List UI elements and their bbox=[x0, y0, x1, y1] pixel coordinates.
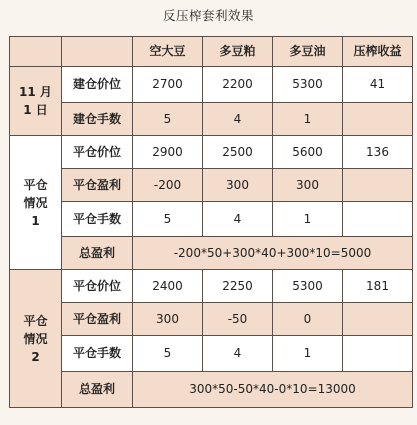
cell-value: 4 bbox=[203, 336, 273, 372]
cell-value: 136 bbox=[343, 136, 413, 169]
row-label: 平仓价位 bbox=[62, 136, 133, 169]
table-row bbox=[10, 136, 413, 169]
cell-value: 181 bbox=[343, 270, 413, 303]
group-label-close2 bbox=[10, 270, 62, 408]
cell-value: 2700 bbox=[133, 67, 203, 103]
row-label: 平仓手数 bbox=[62, 336, 133, 372]
cell-value: 1 bbox=[273, 202, 343, 237]
cell-value: 5300 bbox=[273, 67, 343, 103]
arbitrage-table bbox=[9, 36, 413, 408]
table-row bbox=[10, 67, 413, 103]
cell-value: 2400 bbox=[133, 270, 203, 303]
total-label: 总盈利 bbox=[62, 372, 133, 408]
table-row bbox=[10, 336, 413, 372]
group-label-close1 bbox=[10, 136, 62, 270]
table-row bbox=[10, 202, 413, 237]
total-formula: 300*50-50*40-0*10=13000 bbox=[133, 372, 413, 408]
cell-value bbox=[343, 202, 413, 237]
group-label-line: 11 月 bbox=[19, 85, 52, 99]
cell-value: 2250 bbox=[203, 270, 273, 303]
header-short-soybean: 空大豆 bbox=[133, 37, 203, 67]
cell-value bbox=[343, 336, 413, 372]
cell-value: 4 bbox=[203, 103, 273, 136]
table-row bbox=[10, 270, 413, 303]
cell-value: 1 bbox=[273, 336, 343, 372]
table-row bbox=[10, 103, 413, 136]
group-label-line: 平仓 bbox=[23, 177, 48, 192]
header-long-soyoil: 多豆油 bbox=[273, 37, 343, 67]
table-row bbox=[10, 169, 413, 202]
row-label: 建仓价位 bbox=[62, 67, 133, 103]
total-label: 总盈利 bbox=[62, 237, 133, 270]
group-label-line: 情况 bbox=[23, 331, 48, 346]
cell-value bbox=[343, 169, 413, 202]
cell-value: 5 bbox=[133, 336, 203, 372]
group-label-line: 情况 bbox=[23, 195, 48, 210]
header-corner-cell bbox=[10, 37, 62, 67]
header-row bbox=[10, 37, 413, 67]
table-title: 反压榨套利效果 bbox=[162, 8, 254, 23]
cell-value bbox=[343, 103, 413, 136]
cell-value: 2900 bbox=[133, 136, 203, 169]
group-label-line: 平仓 bbox=[23, 313, 48, 328]
cell-value: 2200 bbox=[203, 67, 273, 103]
cell-value: -50 bbox=[203, 303, 273, 336]
cell-value: 5300 bbox=[273, 270, 343, 303]
row-label: 平仓手数 bbox=[62, 202, 133, 237]
header-long-soymeal: 多豆粕 bbox=[203, 37, 273, 67]
cell-value: -200 bbox=[133, 169, 203, 202]
total-row bbox=[10, 372, 413, 408]
cell-value: 300 bbox=[203, 169, 273, 202]
table-row bbox=[10, 303, 413, 336]
row-label: 平仓盈利 bbox=[62, 303, 133, 336]
cell-value: 41 bbox=[343, 67, 413, 103]
cell-value: 0 bbox=[273, 303, 343, 336]
header-label-cell bbox=[62, 37, 133, 67]
total-row bbox=[10, 237, 413, 270]
row-label: 平仓价位 bbox=[62, 270, 133, 303]
cell-value bbox=[343, 303, 413, 336]
total-formula: -200*50+300*40+300*10=5000 bbox=[133, 237, 413, 270]
group-label-line: 2 bbox=[31, 349, 40, 364]
row-label: 平仓盈利 bbox=[62, 169, 133, 202]
cell-value: 5 bbox=[133, 103, 203, 136]
cell-value: 300 bbox=[273, 169, 343, 202]
cell-value: 5 bbox=[133, 202, 203, 237]
group-label-line: 1 日 bbox=[23, 103, 48, 117]
header-crush-margin: 压榨收益 bbox=[343, 37, 413, 67]
row-label: 建仓手数 bbox=[62, 103, 133, 136]
cell-value: 2500 bbox=[203, 136, 273, 169]
group-label-line: 1 bbox=[31, 213, 40, 228]
cell-value: 4 bbox=[203, 202, 273, 237]
group-label-nov1 bbox=[10, 67, 62, 136]
cell-value: 5600 bbox=[273, 136, 343, 169]
cell-value: 300 bbox=[133, 303, 203, 336]
cell-value: 1 bbox=[273, 103, 343, 136]
